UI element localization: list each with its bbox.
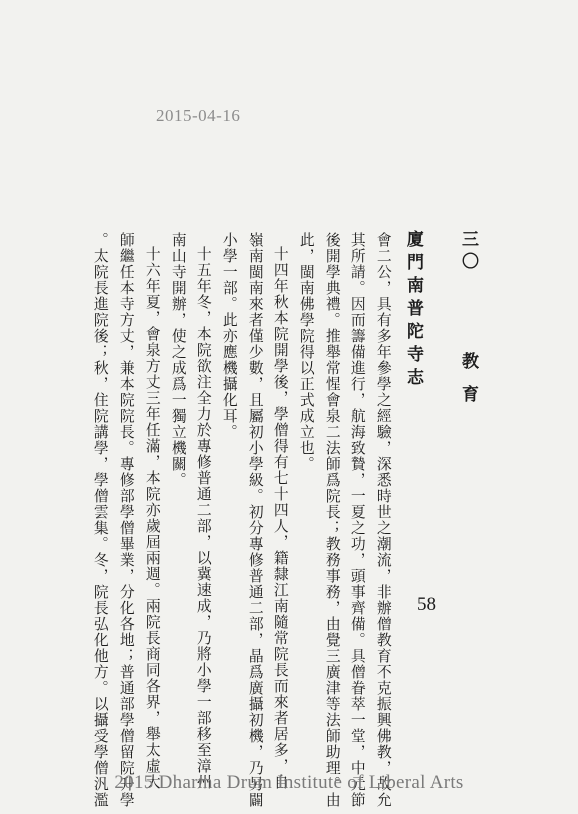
text-column-10: 十六年夏，會泉方丈三年任滿，本院亦歲屆兩週。兩院長商同各界，舉太虛大 — [143, 246, 161, 790]
text-column-5: 十四年秋本院開學後，學僧得有七十四人，籍隸江南隨常院長而來者居多，自 — [271, 246, 289, 790]
section-title: 教 育 — [458, 352, 478, 407]
text-column-4: 此，閩南佛學院得以正式成立也。 — [297, 232, 315, 472]
text-column-3: 後開學典禮。推舉常惺會泉二法師爲院長；教務事務，由覺三廣津等法師助理。由 — [323, 232, 341, 808]
book-title: 廈門南普陀寺志 — [403, 230, 423, 391]
text-column-8: 十五年冬，本院欲注全力於專修普通二部，以冀速成，乃將小學一部移至漳州 — [194, 246, 212, 790]
page-number-cjk: 三〇 — [458, 230, 478, 274]
page-number: 58 — [417, 594, 436, 615]
text-column-2: 其所請。因而籌備進行，航海致贄，一夏之功，頭事齊備。具僧眷萃一堂，中元節 — [348, 232, 366, 808]
text-column-6: 嶺南閩南來者僅少數，且屬初小學級。初分專修普通二部，晶爲廣攝初機，乃另闢 — [246, 232, 264, 808]
text-column-12: 。太院長進院後；秋，住院講學，學僧雲集。冬，院長弘化他方。以攝受學僧汎濫 — [91, 232, 109, 808]
text-column-7: 小學一部。此亦應機攝化耳。 — [220, 232, 238, 440]
text-column-9: 南山寺開辦，使之成爲一獨立機關。 — [169, 232, 187, 488]
scan-date-stamp: 2015-04-16 — [156, 106, 241, 125]
text-column-11: 師繼任本寺方丈，兼本院院長。專修部學僧畢業，分化各地；普通部學僧留院升學 — [117, 232, 135, 808]
text-column-1: 會二公，具有多年參學之經驗，深悉時世之潮流，非辦僧教育不克振興佛教，故允 — [374, 232, 392, 808]
watermark-footer: 2015 Dharma Drum Institute of Liberal Arts — [114, 772, 464, 793]
